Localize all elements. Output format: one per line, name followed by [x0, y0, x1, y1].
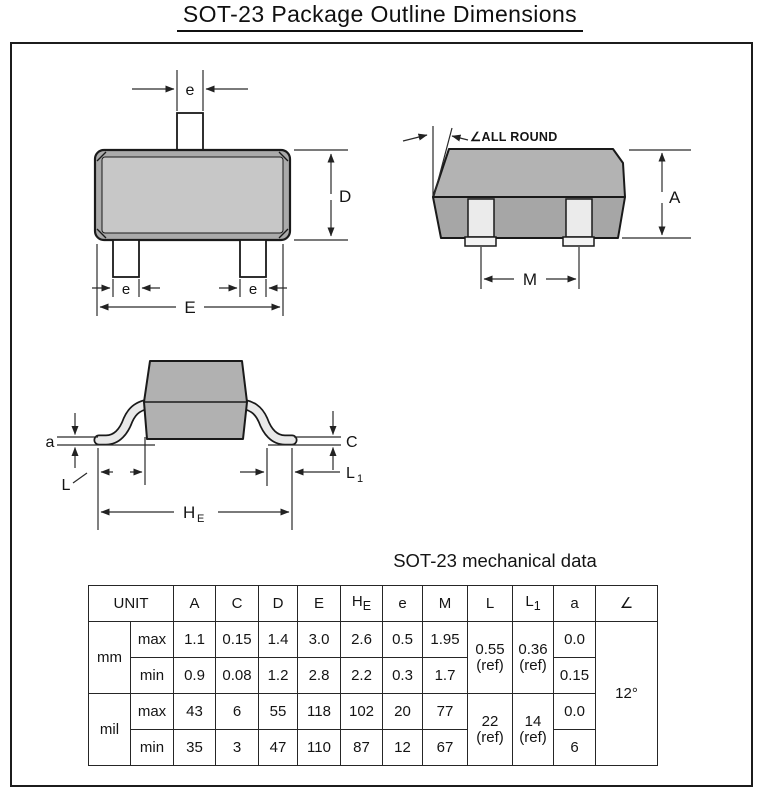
- dim-label-HE: H: [183, 503, 196, 522]
- col-header-C: C: [216, 586, 259, 622]
- row-label-mm: mm: [89, 622, 131, 694]
- table-row-mm-min: [89, 658, 658, 694]
- dim-label-L1-sub: 1: [357, 473, 364, 485]
- dim-label-e-left: e: [121, 281, 131, 298]
- bottom-pin-right: [240, 240, 266, 277]
- table-cell: 43: [174, 694, 216, 730]
- table-cell: 67: [423, 730, 468, 766]
- table-cell: 0.3: [383, 658, 423, 694]
- front-view: [99, 361, 292, 440]
- table-cell: 35: [174, 730, 216, 766]
- side-view: [433, 149, 625, 246]
- row-label-max: max: [131, 694, 174, 730]
- side-pin-foot-right: [563, 237, 594, 246]
- row-label-mil: mil: [89, 694, 131, 766]
- table-cell: 87: [341, 730, 383, 766]
- table-cell: 0.15: [554, 658, 596, 694]
- side-body-top-face: [433, 149, 625, 197]
- top-pin: [177, 113, 203, 151]
- col-header-angle: [596, 586, 658, 622]
- col-header-E: E: [298, 586, 341, 622]
- table-cell: 0.15: [216, 622, 259, 658]
- table-row-mil-max: [89, 694, 658, 730]
- angle-icon: ∠: [619, 594, 634, 612]
- top-view: [95, 113, 290, 277]
- col-header-e: e: [383, 586, 423, 622]
- dim-label-a: a: [45, 434, 55, 451]
- table-cell: 2.6: [341, 622, 383, 658]
- table-cell: 0.5: [383, 622, 423, 658]
- dim-label-D: D: [339, 187, 352, 206]
- dim-label-L: L: [61, 477, 71, 494]
- col-header-a: a: [554, 586, 596, 622]
- col-header-L: L: [468, 586, 513, 622]
- table-cell: 3: [216, 730, 259, 766]
- table-cell-L-ref: 0.55 (ref): [468, 622, 513, 694]
- col-header-L1: $L_1$: [513, 586, 554, 622]
- dim-label-L1: L: [346, 465, 355, 482]
- table-cell-L1-ref: 14 (ref): [513, 694, 554, 766]
- table-cell: 77: [423, 694, 468, 730]
- table-row-mil-min: [89, 730, 658, 766]
- all-round-note: ∠ALL ROUND: [470, 130, 558, 144]
- table-cell: 118: [298, 694, 341, 730]
- table-cell: 1.95: [423, 622, 468, 658]
- col-header-M: M: [423, 586, 468, 622]
- table-cell: 110: [298, 730, 341, 766]
- side-pin-foot-left: [465, 237, 496, 246]
- table-cell: 0.9: [174, 658, 216, 694]
- table-cell: 55: [259, 694, 298, 730]
- dim-label-E: E: [184, 298, 196, 317]
- col-header-D: D: [259, 586, 298, 622]
- row-label-max: max: [131, 622, 174, 658]
- table-cell: 0.0: [554, 694, 596, 730]
- bottom-pin-left: [113, 240, 139, 277]
- table-cell: 20: [383, 694, 423, 730]
- table-cell: 3.0: [298, 622, 341, 658]
- table-cell: 47: [259, 730, 298, 766]
- table-cell: 12: [383, 730, 423, 766]
- table-header-row: [89, 586, 658, 622]
- table-cell: 0.08: [216, 658, 259, 694]
- table-cell: 2.2: [341, 658, 383, 694]
- table-row-mm-max: [89, 622, 658, 658]
- dim-label-A: A: [669, 188, 681, 207]
- row-label-min: min: [131, 658, 174, 694]
- table-cell: 1.7: [423, 658, 468, 694]
- col-header-unit: UNIT: [89, 586, 174, 622]
- side-pin-right: [566, 199, 592, 237]
- side-body-front-face: [433, 197, 625, 238]
- table-cell: 6: [554, 730, 596, 766]
- dim-label-C: C: [346, 434, 358, 451]
- table-cell: 0.0: [554, 622, 596, 658]
- mechanical-data-table: [88, 585, 658, 766]
- table-cell: 2.8: [298, 658, 341, 694]
- table-cell: 6: [216, 694, 259, 730]
- table-cell: 1.2: [259, 658, 298, 694]
- dim-label-e-top: e: [185, 82, 195, 99]
- dim-label-M: M: [522, 270, 538, 289]
- dim-label-HE-sub: E: [197, 513, 205, 525]
- package-body-inner: [102, 157, 283, 233]
- table-cell: 102: [341, 694, 383, 730]
- page-title-text: SOT-23 Package Outline Dimensions: [177, 1, 583, 32]
- front-body: [144, 361, 247, 439]
- col-header-HE: $H_E$: [341, 586, 383, 622]
- col-header-A: A: [174, 586, 216, 622]
- side-pin-left: [468, 199, 494, 237]
- dim-label-e-right: e: [248, 281, 258, 298]
- table-cell: 1.1: [174, 622, 216, 658]
- row-label-min: min: [131, 730, 174, 766]
- table-cell-angle: 12°: [596, 622, 658, 766]
- table-title: SOT-23 mechanical data: [393, 550, 597, 571]
- table-cell-L1-ref: 0.36 (ref): [513, 622, 554, 694]
- table-cell-L-ref: 22 (ref): [468, 694, 513, 766]
- table-cell: 1.4: [259, 622, 298, 658]
